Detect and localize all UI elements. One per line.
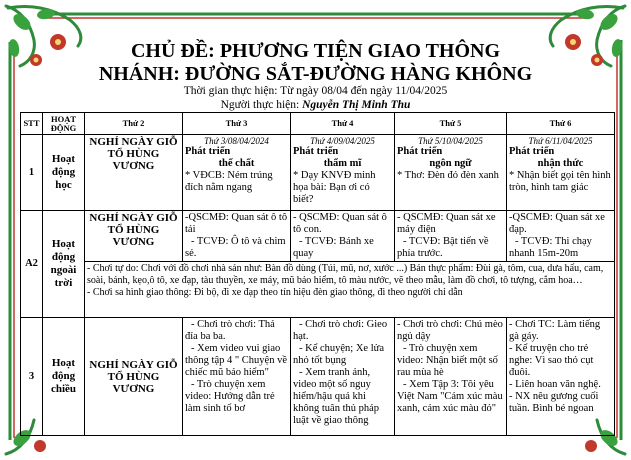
- row-index: 3: [21, 318, 43, 436]
- time-line: Thời gian thực hiện: Từ ngày 08/04 đến ngày 11/04/2025: [183, 85, 448, 97]
- date-label: Thứ 3/08/04/2024: [204, 136, 269, 146]
- date-label: Thứ 6/11/04/2025: [528, 136, 593, 146]
- activity-text: - Kể chuyện; Xe lửa nhỏ tốt bụng: [293, 343, 384, 366]
- activity-cell: [291, 211, 395, 262]
- activity-text: * VĐCB: Ném trúng đích nằm ngang: [185, 170, 273, 193]
- performer-name: Nguyễn Thị Minh Thu: [302, 99, 411, 111]
- activity-text: - Xem tranh ảnh, video một số nguy hiểm/hậu quả khi không tuân thủ pháp luật về giao thông: [293, 367, 380, 426]
- free-play-cell: [85, 262, 615, 318]
- subject-title: Phát triển: [509, 146, 555, 157]
- title-theme: CHỦ ĐỀ: PHƯƠNG TIỆN GIAO THÔNG: [130, 40, 501, 62]
- activity-text: -QSCMĐ: Quan sát xe đạp.: [509, 212, 605, 235]
- activity-cell: [183, 211, 291, 262]
- header-day-2: Thứ 2: [85, 113, 183, 135]
- subject-title: Phát triển: [293, 146, 339, 157]
- row-session: Hoạt động ngoài trời: [43, 211, 85, 318]
- holiday-cell: NGHỈ NGÀY GIỖ TỔ HÙNG VƯƠNG: [85, 211, 183, 262]
- subject-title: thẩm mĩ: [323, 158, 362, 169]
- header-activity: HOẠT ĐỘNG: [43, 113, 85, 135]
- activity-text: - Chơi trò chơi: Gieo hạt.: [293, 319, 388, 342]
- performer-line: [0, 99, 631, 112]
- weekly-plan-table: [20, 112, 615, 436]
- free-play-text: - Chơi tự do: Chơi với đồ chơi nhà sản như: Bàn đồ dùng (Túi, mũ, nơ, xước ...) Bán thực phẩm: Đùi gà, tôm, cua, dưa hấu, cam, soài, bánh, kẹo,ô tô, xe đạp, tàu thuyền, xe máy, mũ bảo hiểm, tô màu nước, vẽ theo mẫu, làm đồ chơi, tô tượng, cắm hoa…: [87, 263, 604, 286]
- activity-text: - Chơi trò chơi: Chú mèo ngủ dậy: [397, 319, 503, 342]
- activity-text: - Xem Tập 3: Tôi yêu Việt Nam "Cảm xúc màu xanh, cảm xúc màu đỏ": [397, 379, 503, 414]
- header-day-3: Thứ 3: [183, 113, 291, 135]
- subject-title: ngôn ngữ: [429, 158, 472, 169]
- row-index: A2: [21, 211, 43, 318]
- activity-cell: [395, 211, 507, 262]
- subject-title: Phát triển: [397, 146, 443, 157]
- activity-text: - Liên hoan văn nghệ.: [509, 379, 601, 390]
- activity-text: * Dạy KNVĐ minh họa bài: Bạn ơi có biết?: [293, 170, 376, 205]
- activity-cell: [395, 135, 507, 211]
- activity-cell: [183, 318, 291, 436]
- activity-text: - Chơi trò chơi: Thả đỉa ba ba.: [185, 319, 275, 342]
- header-day-5: Thứ 5: [395, 113, 507, 135]
- activity-text: - TCVĐ: Ô tô và chim sẻ.: [185, 236, 286, 259]
- activity-text: - QSCMĐ: Quan sát ô tô con.: [293, 212, 387, 235]
- subject-title: Phát triển: [185, 146, 231, 157]
- sand-play-text: - Chơi sa hình giao thông: Đi bộ, đi xe đạp theo tín hiệu đèn giao thông, đi theo người chỉ dẫn: [87, 287, 463, 298]
- activity-cell: [291, 135, 395, 211]
- activity-text: * Thơ: Đèn đỏ đèn xanh: [397, 170, 499, 181]
- row-session: Hoạt động học: [43, 135, 85, 211]
- holiday-cell: NGHỈ NGÀY GIỖ TỔ HÙNG VƯƠNG: [85, 135, 183, 211]
- header-day-6: Thứ 6: [507, 113, 615, 135]
- table-row: [21, 262, 615, 318]
- activity-cell: [507, 135, 615, 211]
- activity-text: - Trò chuyện xem video: Hướng dẫn trẻ làm sinh tố bơ: [185, 379, 275, 414]
- activity-text: - Chơi TC: Làm tiếng gà gáy.: [509, 319, 601, 342]
- table-row: [21, 135, 615, 211]
- activity-text: - Xem video vui giao thông tập 4 " Chuyện về chiếc mũ bảo hiểm": [185, 343, 287, 378]
- activity-text: - NX nêu gương cuối tuần. Bình bé ngoan: [509, 391, 599, 414]
- activity-text: - TCVĐ: Thi chạy nhanh 15m-20m: [509, 236, 592, 259]
- subject-title: nhận thức: [537, 158, 584, 169]
- subject-title: thể chất: [218, 158, 255, 169]
- activity-cell: [395, 318, 507, 436]
- activity-cell: [183, 135, 291, 211]
- activity-text: - TCVĐ: Bánh xe quay: [293, 236, 374, 259]
- row-session: Hoạt động chiều: [43, 318, 85, 436]
- header-day-4: Thứ 4: [291, 113, 395, 135]
- activity-cell: [507, 211, 615, 262]
- activity-cell: [291, 318, 395, 436]
- activity-text: - TCVĐ: Bật tiến về phía trước.: [397, 236, 489, 259]
- date-label: Thứ 5/10/04/2025: [418, 136, 483, 146]
- activity-text: - QSCMĐ: Quan sát xe máy điện: [397, 212, 496, 235]
- performer-label: Người thực hiện:: [220, 99, 303, 111]
- header-stt: STT: [21, 113, 43, 135]
- activity-text: -QSCMĐ: Quan sát ô tô tải: [185, 212, 288, 235]
- table-header-row: [21, 113, 615, 135]
- activity-text: * Nhận biết gọi tên hình tròn, hình tam giác: [509, 170, 611, 193]
- table-row: [21, 318, 615, 436]
- activity-text: - Trò chuyện xem video: Nhận biết một số rau mùa hè: [397, 343, 498, 378]
- activity-text: - Kể truyện cho trẻ nghe: Vì sao thỏ cụt đuôi.: [509, 343, 594, 378]
- title-branch: NHÁNH: ĐƯỜNG SẮT-ĐƯỜNG HÀNG KHÔNG: [98, 63, 533, 85]
- activity-cell: [507, 318, 615, 436]
- row-index: 1: [21, 135, 43, 211]
- date-label: Thứ 4/09/04/2025: [310, 136, 375, 146]
- holiday-cell: NGHỈ NGÀY GIỖ TỔ HÙNG VƯƠNG: [85, 318, 183, 436]
- table-row: [21, 211, 615, 262]
